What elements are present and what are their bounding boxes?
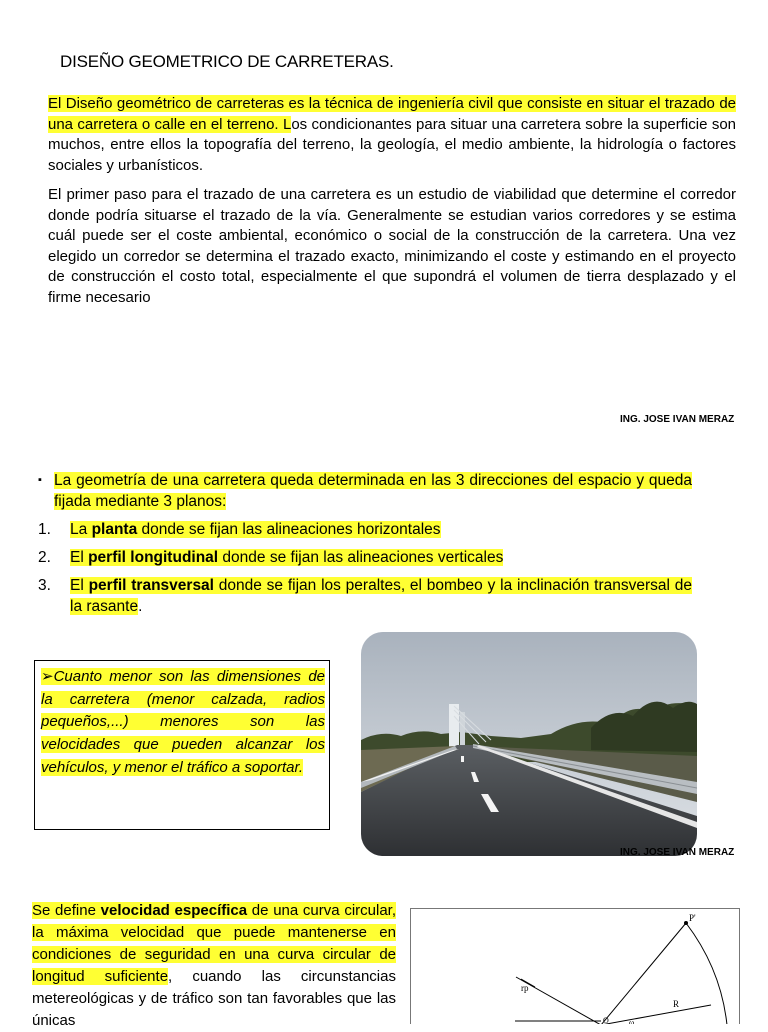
page-title: DISEÑO GEOMETRICO DE CARRETERAS. xyxy=(60,52,394,71)
angle-label: ω xyxy=(629,1018,635,1024)
point-label: P' xyxy=(689,913,696,923)
note-box xyxy=(34,660,330,830)
note-body: Cuanto menor son las dimensiones de la carretera (menor calzada, radios pequeños,...) menores son las velocidades que pueden alcanzar los vehículos, y menor el tráfico a soportar. xyxy=(41,668,325,776)
highway-photo-illustration xyxy=(361,632,697,856)
author-signature: ING. JOSE IVAN MERAZ xyxy=(620,414,735,425)
circular-curve-diagram xyxy=(411,909,740,1024)
paragraph-continuation: os condicionantes para situar una carretera sobre la superficie son muchos, entre ellos la topografía del terreno, la geología, el medio ambiente, la hidrología o factores sociales y urbanísticos. xyxy=(48,115,737,174)
item-prefix: El xyxy=(70,577,89,594)
item-term: perfil transversal xyxy=(88,577,214,594)
intro-paragraph xyxy=(48,94,736,176)
author-signature: ING. JOSE IVAN MERAZ xyxy=(620,847,735,858)
arrow-bullet-icon: ➢ xyxy=(41,668,54,685)
definition-body: de una curva circular, la máxima velocidad que puede mantenerse en condiciones de seguridad en una curva circular de longitud suficiente xyxy=(32,902,396,985)
list-item xyxy=(38,547,692,568)
list-intro xyxy=(38,470,692,512)
item-description: donde se fijan las alineaciones verticales xyxy=(218,549,504,566)
item-prefix: El xyxy=(70,549,89,566)
specific-speed-paragraph xyxy=(32,900,396,1032)
radius-label: rp xyxy=(521,983,529,993)
note-text xyxy=(41,666,325,780)
item-description: donde se fijan las alineaciones horizontales xyxy=(137,521,441,538)
intro-text: La geometría de una carretera queda determinada en las 3 direcciones del espacio y queda fijada mediante 3 planos: xyxy=(54,472,692,510)
item-number: 3. xyxy=(38,577,51,594)
defined-term: velocidad específica xyxy=(100,902,248,919)
item-description: donde se fijan los peraltes, el bombeo y la inclinación transversal de la rasante xyxy=(70,577,692,615)
r-label: R xyxy=(673,999,680,1009)
item-number: 1. xyxy=(38,521,51,538)
item-period: . xyxy=(138,598,143,615)
item-term: planta xyxy=(91,521,138,538)
center-label: O xyxy=(603,1016,609,1024)
item-term: perfil longitudinal xyxy=(88,549,219,566)
definition-continuation: , cuando las circunstancias metereológicas y de tráfico son tan favorables que las únicas xyxy=(32,968,396,1029)
item-number: 2. xyxy=(38,549,51,566)
feasibility-paragraph: El primer paso para el trazado de una carretera es un estudio de viabilidad que determine el corredor donde podría situarse el trazado de la vía. Generalmente se estudian varios corredores y se estima cuál puede ser el coste ambiental, económico o social de la construcción de la carretera. Una vez elegido un corredor se determina el trazado exacto, minimizando el coste y estimando en el proyecto de construcción el costo total, especialmente el que supondrá el volumen de tierra desplazado y el firme necesario xyxy=(48,186,736,306)
highlighted-definition: El Diseño geométrico de carreteras es la técnica de ingeniería civil que consiste en situar el trazado de una carretera o calle en el terreno. L xyxy=(48,95,736,133)
item-prefix: La xyxy=(70,521,92,538)
list-item xyxy=(38,575,692,617)
list-item xyxy=(38,519,692,540)
definition-prefix: Se define xyxy=(32,902,101,919)
curve-diagram xyxy=(410,908,740,1024)
square-bullet-icon: ▪ xyxy=(38,474,42,486)
highway-photo xyxy=(361,632,697,856)
planes-list xyxy=(38,470,692,624)
